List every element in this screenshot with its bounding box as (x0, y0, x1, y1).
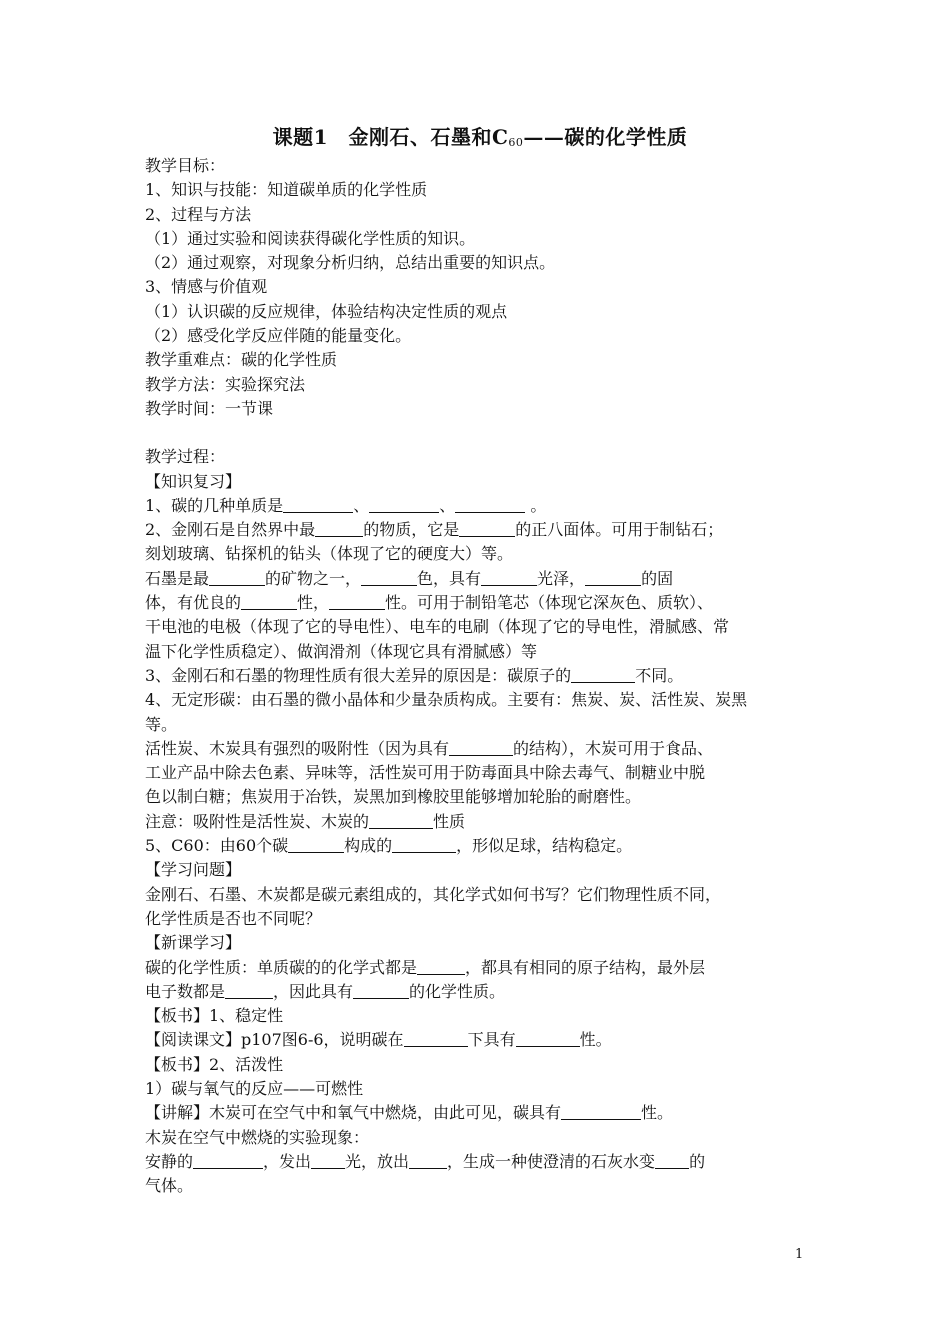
fill-blank[interactable] (369, 496, 439, 513)
text-line: 石墨是最 的矿物之一， 色，具有 光泽， 的固 (145, 568, 674, 588)
text-line: （1）通过实验和阅读获得碳化学性质的知识。 (145, 228, 476, 248)
fill-blank[interactable] (455, 496, 525, 513)
fill-blank[interactable] (225, 982, 273, 999)
fill-blank[interactable] (571, 666, 635, 683)
text-line: （2）通过观察，对现象分析归纳，总结出重要的知识点。 (145, 253, 556, 273)
fill-blank[interactable] (241, 593, 297, 610)
text-line: 教学过程： (145, 447, 226, 467)
text-line: 2、过程与方法 (145, 204, 252, 224)
text-line: 色以制白糖；焦炭用于冶铁，炭黑加到橡胶里能够增加轮胎的耐磨性。 (145, 787, 642, 807)
text-line: 3、情感与价值观 (145, 277, 268, 297)
text-line: 金刚石、石墨、木炭都是碳元素组成的，其化学式如何书写？它们物理性质不同， (145, 884, 722, 904)
fill-blank[interactable] (417, 958, 465, 975)
fill-blank[interactable] (288, 836, 344, 853)
fill-blank[interactable] (329, 593, 385, 610)
text-line: 等。 (145, 714, 178, 734)
fill-blank[interactable] (481, 569, 537, 586)
fill-blank[interactable] (283, 496, 353, 513)
text-line: 3、金刚石和石墨的物理性质有很大差异的原因是：碳原子的 不同。 (145, 665, 684, 685)
section-heading: 【知识复习】 (145, 471, 242, 491)
fill-blank[interactable] (209, 569, 265, 586)
section-heading: 【新课学习】 (145, 933, 242, 953)
text-line: 5、C60：由60个碳 构成的 ，形似足球，结构稳定。 (145, 836, 633, 856)
text-line: 4、无定形碳：由石墨的微小晶体和少量杂质构成。主要有：焦炭、炭、活性炭、炭黑 (145, 690, 748, 710)
text-line: 注意：吸附性是活性炭、木炭的 性质 (145, 811, 466, 831)
text-line: 木炭在空气中燃烧的实验现象： (145, 1127, 370, 1147)
text-line: 1、知识与技能：知道碳单质的化学性质 (145, 180, 428, 200)
fill-blank[interactable] (369, 812, 433, 829)
text-line: 【讲解】木炭可在空气中和氧气中燃烧，由此可见，碳具有 性。 (145, 1103, 674, 1123)
text-line: 教学方法：实验探究法 (145, 374, 306, 394)
text-line: （2）感受化学反应伴随的能量变化。 (145, 326, 412, 346)
text-line: 碳的化学性质：单质碳的的化学式都是 ，都具有相同的原子结构，最外层 (145, 957, 706, 977)
fill-blank[interactable] (361, 569, 417, 586)
text-line: 1、碳的几种单质是 、 、 。 (145, 495, 547, 515)
fill-blank[interactable] (315, 520, 363, 537)
fill-blank[interactable] (311, 1152, 345, 1169)
text-line: 2、金刚石是自然界中最 的物质，它是 的正八面体。可用于制钻石； (145, 520, 724, 540)
fill-blank[interactable] (409, 1152, 447, 1169)
fill-blank[interactable] (392, 836, 456, 853)
page-number: 1 (795, 1247, 804, 1262)
text-line: 气体。 (145, 1176, 194, 1196)
text-line: 活性炭、木炭具有强烈的吸附性（因为具有 的结构），木炭可用于食品、 (145, 738, 714, 758)
text-line: 体，有优良的 性， 性。可用于制铅笔芯（体现它深灰色、质软）、 (145, 593, 714, 613)
fill-blank[interactable] (459, 520, 515, 537)
text-line: 教学重难点：碳的化学性质 (145, 350, 338, 370)
page-title: 课题1 金刚石、石墨和$C_{60}——$碳的化学性质 (272, 125, 688, 149)
fill-blank[interactable] (516, 1030, 580, 1047)
fill-blank[interactable] (353, 982, 409, 999)
text-line: 刻划玻璃、钻探机的钻头（体现了它的硬度大）等。 (145, 544, 514, 564)
text-line: 教学时间：一节课 (145, 398, 274, 418)
text-line: （1）认识碳的反应规律，体验结构决定性质的观点 (145, 301, 508, 321)
text-line: 温下化学性质稳定）、做润滑剂（体现它具有滑腻感）等 (145, 641, 538, 661)
fill-blank[interactable] (404, 1030, 468, 1047)
fill-blank[interactable] (561, 1103, 641, 1120)
text-line: 1）碳与氧气的反应——可燃性 (145, 1078, 364, 1098)
text-line: 工业产品中除去色素、异味等，活性炭可用于防毒面具中除去毒气、制糖业中脱 (145, 763, 706, 783)
text-line: 化学性质是否也不同呢？ (145, 908, 322, 928)
text-line: 【阅读课文】p107图6-6，说明碳在 下具有 性。 (145, 1030, 612, 1050)
fill-blank[interactable] (193, 1152, 263, 1169)
text-line: 安静的 ，发出 光，放出 ，生成一种使澄清的石灰水变 的 (145, 1151, 706, 1171)
fill-blank[interactable] (585, 569, 641, 586)
text-line: 电子数都是 ，因此具有 的化学性质。 (145, 981, 506, 1001)
document-page (145, 122, 815, 1198)
text-line: 【板书】1、稳定性 (145, 1006, 284, 1026)
fill-blank[interactable] (449, 739, 513, 756)
section-heading: 【学习问题】 (145, 860, 242, 880)
text-line: 【板书】2、活泼性 (145, 1054, 284, 1074)
fill-blank[interactable] (655, 1152, 689, 1169)
text-line: 教学目标： (145, 156, 226, 175)
text-line: 干电池的电极（体现了它的导电性）、电车的电刷（体现了它的导电性，滑腻感、常 (145, 617, 730, 637)
